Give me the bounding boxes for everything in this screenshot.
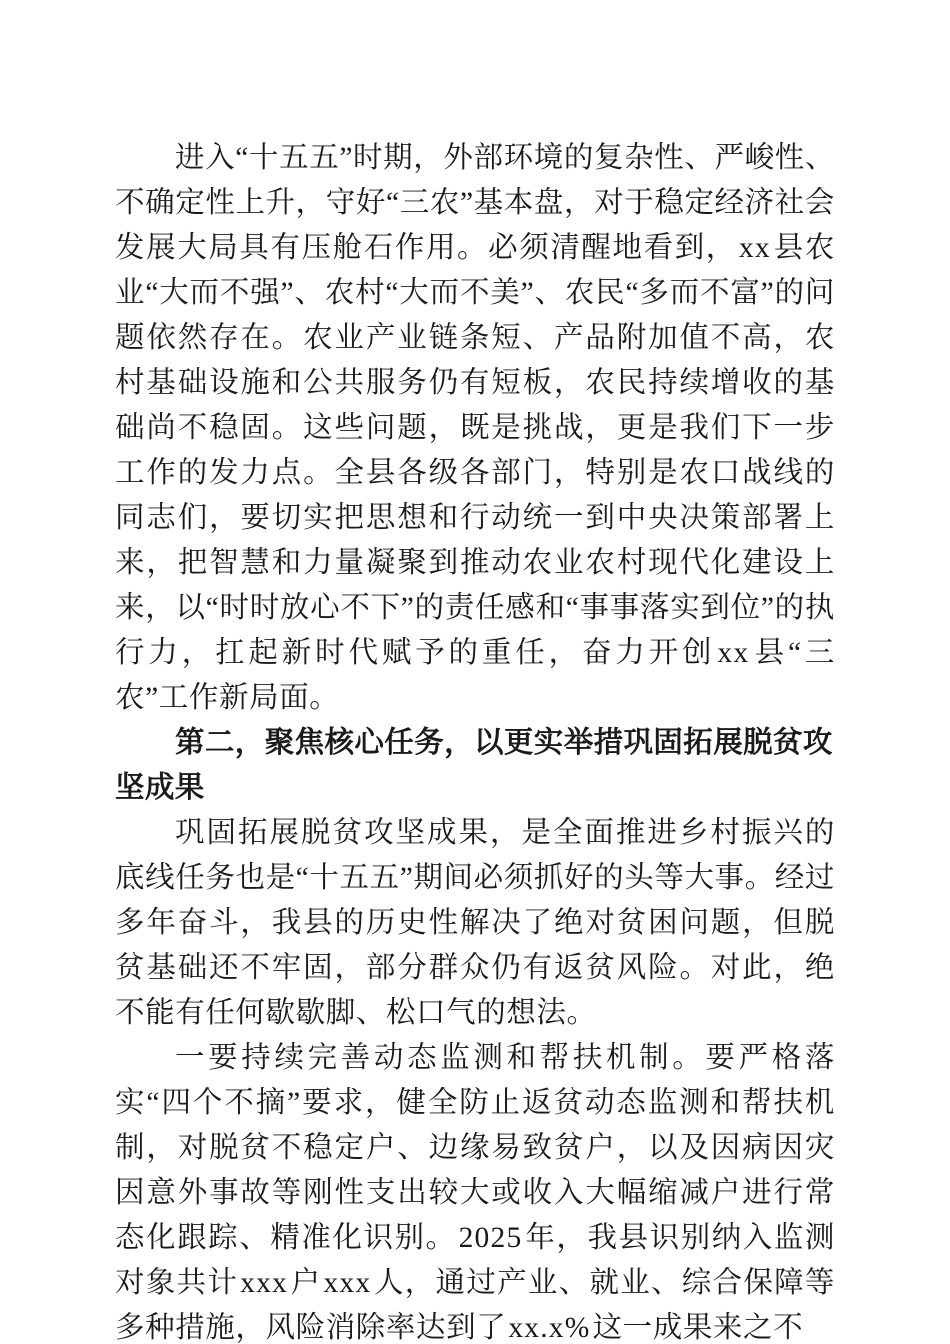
latin-run: 2025: [458, 1222, 523, 1254]
document-text-column: [115, 136, 835, 1344]
section-heading-second-core-task: 第二，聚焦核心任务，以更实举措巩固拓展脱贫攻坚成果: [115, 727, 833, 804]
paragraph-dynamic-monitoring-mechanism: 一要持续完善动态监测和帮扶机制。要严格落实“四个不摘”要求，健全防止返贫动态监测和帮扶机制，对脱贫不稳定户、边缘易致贫户，以及因病因灾因意外事故等刚性支出较大或收入大幅缩减户进行常态化跟踪、精准化识别。2025年，我县识别纳入监测对象共计xxx户xxx人，通过产业、就业、综合保障等多种措施，风险消除率达到了xx.x%这一成果来之不: [115, 1042, 835, 1344]
latin-run: xx: [738, 232, 771, 264]
paragraph-consolidate-poverty-alleviation: 巩固拓展脱贫攻坚成果，是全面推进乡村振兴的底线任务也是“十五五”期间必须抓好的头等大事。经过多年奋斗，我县的历史性解决了绝对贫困问题，但脱贫基础还不牢固，部分群众仍有返贫风险。对此，绝不能有任何歇歇脚、松口气的想法。: [115, 817, 835, 1029]
latin-run: xx.x%: [508, 1312, 591, 1344]
latin-run: xxx: [323, 1267, 372, 1299]
latin-run: xx: [717, 637, 750, 669]
latin-run: xxx: [240, 1267, 288, 1299]
paragraph-intro-fifteenth-five-year-plan: 进入“十五五”时期，外部环境的复杂性、严峻性、不确定性上升，守好“三农”基本盘，对于稳定经济社会发展大局具有压舱石作用。必须清醒地看到，xx县农业“大而不强”、农村“大而不美”、农民“多而不富”的问题依然存在。农业产业链条短、产品附加值不高，农村基础设施和公共服务仍有短板，农民持续增收的基础尚不稳固。这些问题，既是挑战，更是我们下一步工作的发力点。全县各级各部门，特别是农口战线的同志们，要切实把思想和行动统一到中央决策部署上来，把智慧和力量凝聚到推动农业农村现代化建设上来，以“时时放心不下”的责任感和“事事落实到位”的执行力，扛起新时代赋予的重任，奋力开创xx县“三农”工作新局面。: [115, 142, 835, 714]
